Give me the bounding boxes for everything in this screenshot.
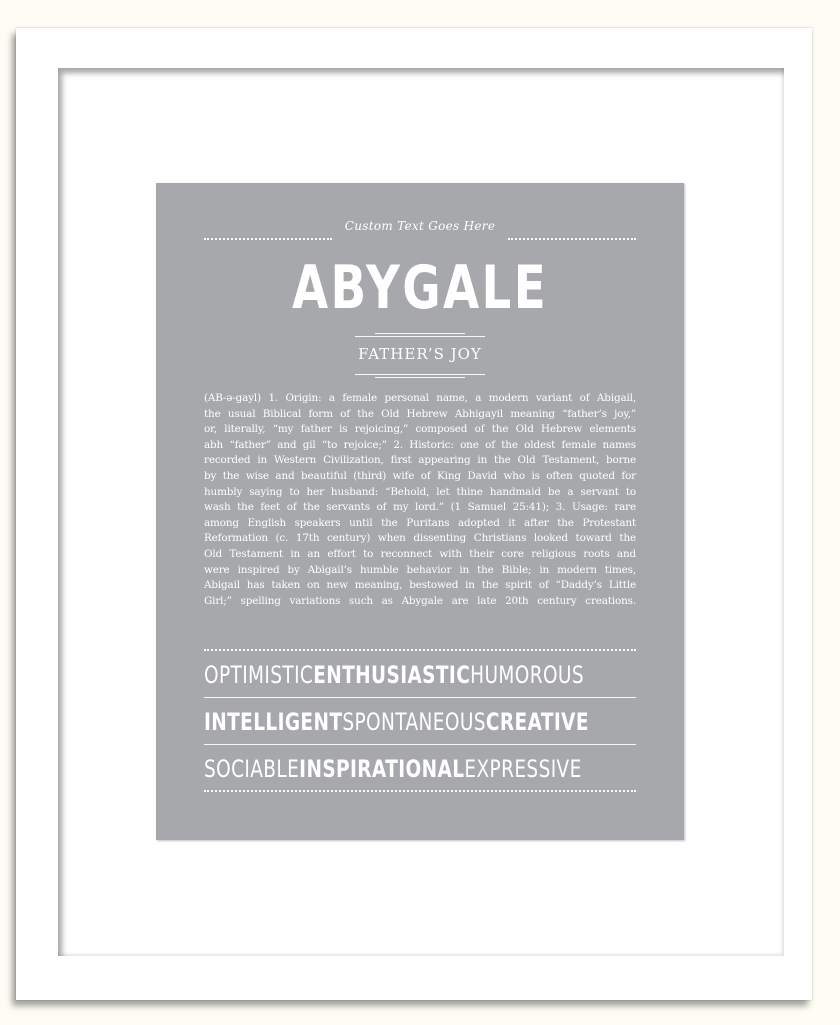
meaning-upper-rule-2 [355, 336, 485, 337]
traits-row-divider [204, 697, 636, 698]
definition-line: among English speakers until the Puritans adopted it after the Protestant [204, 516, 636, 529]
trait-word: SPONTANEOUS [342, 708, 486, 736]
trait-word: SOCIABLE [204, 755, 300, 783]
traits-bottom-dotted-divider [204, 790, 636, 792]
trait-word: OPTIMISTIC [204, 661, 314, 689]
definition-line: or, literally, “my father is rejoicing,” composed of the Old Hebrew elements [204, 423, 636, 436]
definition-line: (AB-ə-gayl) 1. Origin: a female personal name, a modern variant of Abigail, [204, 392, 636, 404]
meaning-lower-rule [355, 374, 485, 375]
definition-line: Girl;” spelling variations such as Abygale are late 20th century creations. [204, 594, 636, 607]
definition-line: by the wise and beautiful (third) wife of King David who is often quoted for [204, 469, 636, 482]
trait-word: INSPIRATIONAL [299, 755, 465, 783]
name-print [156, 183, 684, 840]
name-definition [204, 391, 636, 609]
traits-row-3 [204, 747, 636, 791]
traits-row-1 [204, 653, 636, 697]
meaning-lower-rule-2 [375, 377, 465, 378]
definition-line: recorded in Western Civilization, first appearing in the Old Testament, borne [204, 454, 636, 467]
meaning-upper-rule [375, 333, 465, 334]
definition-line: Abigail has taken on new meaning, bestowed in the spirit of “Daddy’s Little [204, 579, 636, 592]
traits-row-2 [204, 700, 636, 744]
name-title: ABYGALE [291, 253, 549, 323]
trait-word: INTELLIGENT [204, 708, 343, 736]
definition-line: wash the feet of the servants of my lord.” (1 Samuel 25:41); 3. Usage: rare [204, 501, 636, 514]
definition-line: Reformation (c. 17th century) when dissenting Christians looked toward the [204, 532, 636, 545]
top-right-dotted-divider [508, 238, 636, 240]
name-meaning: FATHER’S JOY [358, 345, 482, 363]
top-left-dotted-divider [204, 238, 332, 240]
definition-line: were inspired by Abigail’s humble behavior in the Bible; in modern times, [204, 563, 636, 576]
custom-text: Custom Text Goes Here [344, 219, 496, 233]
trait-word: ENTHUSIASTIC [313, 661, 471, 689]
definition-line: abh “father” and gil “to rejoice;” 2. Historic: one of the oldest female names [204, 438, 636, 451]
traits-top-dotted-divider [204, 649, 636, 651]
trait-word: EXPRESSIVE [464, 755, 582, 783]
definition-line: humbly saying to her husband: “Behold, let thine handmaid be a servant to [204, 485, 636, 498]
trait-word: CREATIVE [485, 708, 589, 736]
definition-line: Old Testament in an effort to reconnect with their core religious roots and [204, 547, 636, 560]
traits-row-divider [204, 744, 636, 745]
definition-line: the usual Biblical form of the Old Hebrew Abhigayil meaning “father’s joy,” [204, 407, 636, 420]
trait-word: HUMOROUS [470, 661, 585, 689]
